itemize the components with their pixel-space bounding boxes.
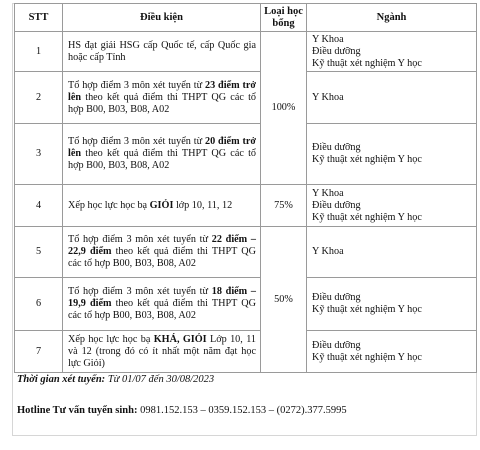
table-row — [15, 32, 477, 72]
major-item: Kỹ thuật xét nghiệm Y học — [312, 304, 422, 315]
row-condition — [63, 185, 261, 227]
major-item: Y Khoa — [312, 246, 344, 257]
row-majors — [307, 185, 477, 227]
major-item: Điều dưỡng — [312, 199, 361, 211]
condition-emphasis: 23 điểm trở lên — [68, 79, 256, 103]
condition-text: Tổ hợp điểm 3 môn xét tuyển từ — [68, 234, 212, 245]
scholarship-table — [14, 3, 477, 373]
major-item: Kỹ thuật xét nghiệm Y học — [312, 154, 422, 165]
condition-emphasis: KHÁ, GIỎI — [153, 333, 207, 345]
row-stt: 3 — [15, 124, 63, 185]
row-stt: 2 — [15, 72, 63, 124]
hotline — [17, 405, 347, 417]
condition-emphasis: 18 điểm – 19,9 điểm — [68, 286, 256, 309]
row-majors — [307, 227, 477, 278]
admission-time-label: Thời gian xét tuyển: — [17, 374, 106, 385]
row-condition — [63, 32, 261, 72]
row-stt: 6 — [15, 278, 63, 331]
major-item: Y Khoa — [312, 33, 344, 45]
row-stt: 1 — [15, 32, 63, 72]
condition-text: lớp 10, 11, 12 — [173, 199, 233, 211]
condition-text: Xếp học lực học bạ — [68, 333, 154, 345]
condition-text: theo kết quả điểm thi THPT QG các tổ hợp B00, B03, B08, A02 — [68, 246, 256, 269]
major-item: Kỹ thuật xét nghiệm Y học — [312, 57, 422, 69]
header-scholarship: Loại học bổng — [261, 4, 307, 32]
condition-text: Tổ hợp điểm 3 môn xét tuyển từ — [68, 79, 205, 91]
row-condition — [63, 278, 261, 331]
row-stt: 4 — [15, 185, 63, 227]
condition-emphasis: 20 điểm trở lên — [68, 136, 256, 159]
scholarship-75: 75% — [261, 185, 307, 227]
row-majors — [307, 124, 477, 185]
row-condition — [63, 227, 261, 278]
condition-text: Tổ hợp điểm 3 môn xét tuyển từ — [68, 286, 212, 297]
row-majors — [307, 331, 477, 373]
major-item: Y Khoa — [312, 91, 344, 103]
major-item: Điều dưỡng — [312, 292, 361, 303]
row-majors — [307, 278, 477, 331]
condition-text: Lớp 10, 11 và 12 (trong đó có ít nhất một năm đạt học lực Giỏi) — [68, 333, 256, 369]
table-row — [15, 227, 477, 278]
table-row — [15, 331, 477, 373]
condition-text: theo kết quả điểm thi THPT QG các tổ hợp B00, B03, B08, A02 — [68, 91, 256, 115]
header-condition: Điều kiện — [63, 4, 261, 32]
condition-emphasis: GIỎI — [149, 199, 174, 211]
hotline-label: Hotline Tư vấn tuyển sinh: — [17, 405, 138, 416]
row-condition — [63, 331, 261, 373]
condition-text: theo kết quả điểm thi THPT QG các tổ hợp B00, B03, B08, A02 — [68, 298, 256, 321]
major-item: Kỹ thuật xét nghiệm Y học — [312, 351, 422, 363]
major-item: Điều dưỡng — [312, 339, 361, 351]
row-condition — [63, 72, 261, 124]
condition-emphasis: 22 điểm – 22,9 điểm — [68, 234, 256, 257]
major-item: Điều dưỡng — [312, 45, 361, 57]
row-majors — [307, 32, 477, 72]
header-major: Ngành — [307, 4, 477, 32]
hotline-value: 0981.152.153 – 0359.152.153 – (0272).377.5995 — [137, 405, 347, 416]
major-item: Điều dưỡng — [312, 142, 361, 153]
major-item: Y Khoa — [312, 187, 344, 199]
admission-time — [17, 374, 214, 386]
scholarship-50: 50% — [261, 227, 307, 373]
condition-text: Tổ hợp điểm 3 môn xét tuyển từ — [68, 136, 205, 147]
table-row — [15, 124, 477, 185]
scholarship-100: 100% — [261, 32, 307, 185]
row-majors — [307, 72, 477, 124]
table-row — [15, 72, 477, 124]
row-stt: 7 — [15, 331, 63, 373]
condition-text: Xếp học lực học bạ — [68, 199, 150, 211]
condition-text: theo kết quả điểm thi THPT QG các tổ hợp B00, B03, B08, A02 — [68, 148, 256, 171]
row-stt: 5 — [15, 227, 63, 278]
table-row — [15, 185, 477, 227]
table-header-row — [15, 4, 477, 32]
table-row — [15, 278, 477, 331]
admission-time-value: Từ 01/07 đến 30/08/2023 — [105, 374, 215, 385]
header-stt: STT — [15, 4, 63, 32]
major-item: Kỹ thuật xét nghiệm Y học — [312, 211, 422, 223]
row-condition — [63, 124, 261, 185]
condition-text: HS đạt giải HSG cấp Quốc tế, cấp Quốc gia hoặc cấp Tỉnh — [68, 39, 256, 63]
